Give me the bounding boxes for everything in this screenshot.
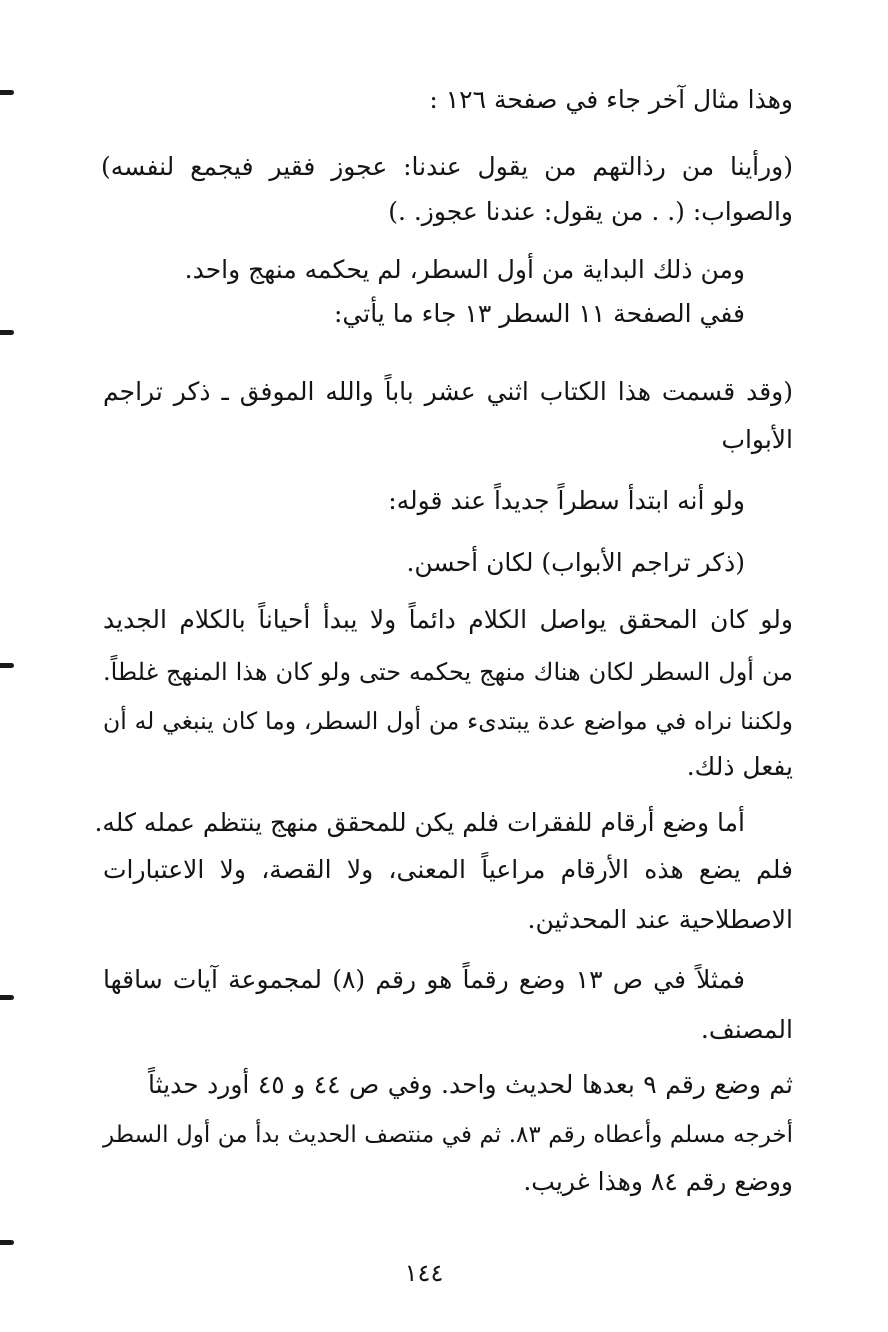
- text-line: والصواب: (. . من يقول: عندنا عجوز. .): [388, 197, 793, 226]
- text-line: الأبواب: [721, 425, 793, 454]
- text-line: من أول السطر لكان هناك منهج يحكمه حتى ولو كان هذا المنهج غلطاً.: [103, 658, 793, 686]
- text-line: ثم وضع رقم ٩ بعدها لحديث واحد. وفي ص ٤٤ و ٤٥ أورد حديثاً: [148, 1070, 793, 1099]
- margin-mark: [0, 90, 14, 95]
- margin-mark: [0, 330, 14, 335]
- text-line: ولو كان المحقق يواصل الكلام دائماً ولا يبدأ أحياناً بالكلام الجديد: [103, 605, 793, 634]
- text-line: المصنف.: [700, 1015, 793, 1044]
- text-line: (ورأينا من رذالتهم من يقول عندنا: عجوز فقير فيجمع لنفسه): [101, 152, 793, 181]
- page-number: ١٤٤: [404, 1259, 444, 1287]
- text-line: ولو أنه ابتدأ سطراً جديداً عند قوله:: [388, 486, 745, 515]
- text-line: ولكننا نراه في مواضع عدة يبتدىء من أول السطر، وما كان ينبغي له أن: [103, 707, 793, 735]
- text-line: (ذكر تراجم الأبواب) لكان أحسن.: [406, 548, 745, 577]
- margin-mark: [0, 663, 14, 668]
- text-line: الاصطلاحية عند المحدثين.: [527, 905, 793, 934]
- text-line: ومن ذلك البداية من أول السطر، لم يحكمه منهج واحد.: [184, 255, 745, 284]
- text-line: أخرجه مسلم وأعطاه رقم ٨٣. ثم في منتصف الحديث بدأ من أول السطر: [103, 1122, 793, 1148]
- text-line: فمثلاً في ص ١٣ وضع رقماً هو رقم (٨) لمجموعة آيات ساقها: [103, 965, 746, 994]
- text-line: ففي الصفحة ١١ السطر ١٣ جاء ما يأتي:: [333, 299, 745, 328]
- text-line: (وقد قسمت هذا الكتاب اثني عشر باباً والله الموفق ـ ذكر تراجم: [103, 377, 793, 406]
- text-line: ووضع رقم ٨٤ وهذا غريب.: [523, 1167, 793, 1196]
- text-line: يفعل ذلك.: [686, 752, 793, 781]
- text-line: وهذا مثال آخر جاء في صفحة ١٢٦ :: [429, 85, 793, 114]
- text-line: أما وضع أرقام للفقرات فلم يكن للمحقق منهج ينتظم عمله كله.: [94, 808, 745, 837]
- text-line: فلم يضع هذه الأرقام مراعياً المعنى، ولا القصة، ولا الاعتبارات: [103, 855, 793, 884]
- margin-mark: [0, 1240, 14, 1245]
- margin-mark: [0, 995, 14, 1000]
